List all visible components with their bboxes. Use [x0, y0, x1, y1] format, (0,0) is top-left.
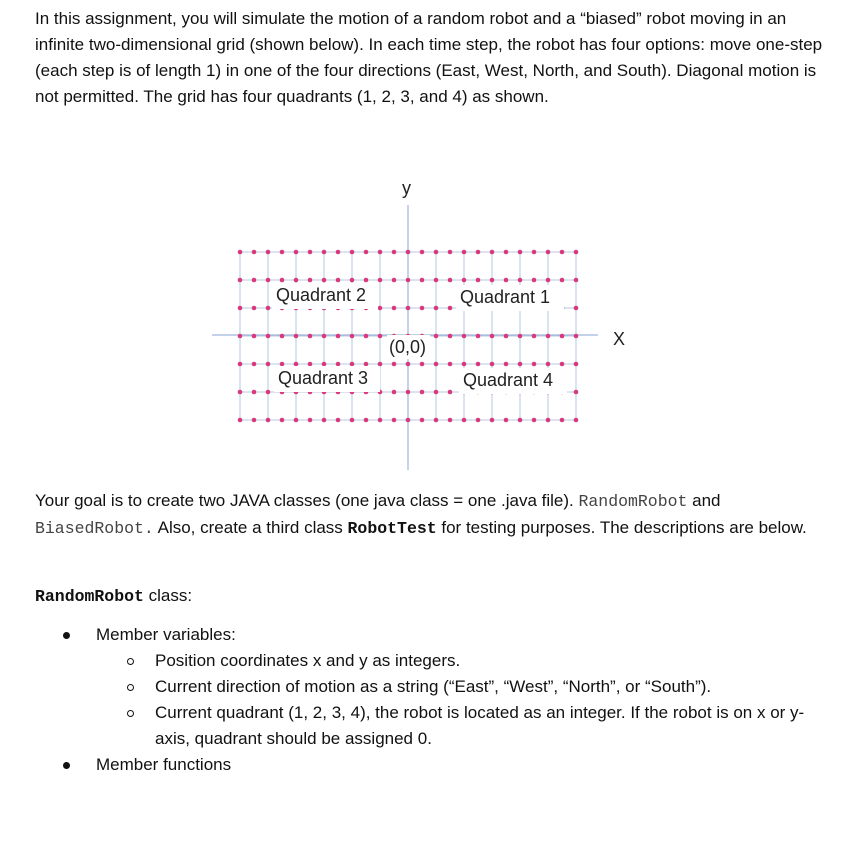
goal-text-3: for testing purposes. The descriptions are below.	[436, 518, 807, 537]
grid-point	[266, 334, 271, 339]
grid-point	[392, 418, 397, 423]
grid-point	[266, 306, 271, 311]
grid-point	[238, 306, 243, 311]
grid-point	[350, 418, 355, 423]
grid-point	[406, 250, 411, 255]
grid-point	[364, 334, 369, 339]
member-functions-label: Member functions	[96, 755, 232, 774]
grid-point	[294, 418, 299, 423]
grid-point	[280, 250, 285, 255]
grid-point	[392, 390, 397, 395]
grid-point	[322, 418, 327, 423]
grid-point	[448, 390, 453, 395]
grid-point	[364, 278, 369, 283]
grid-point	[476, 334, 481, 339]
grid-point	[420, 278, 425, 283]
origin-label: (0,0)	[389, 337, 427, 357]
grid-point	[420, 362, 425, 367]
grid-point	[476, 362, 481, 367]
grid-point	[378, 418, 383, 423]
class-name-randomrobot: RandomRobot	[578, 492, 688, 511]
grid-point	[546, 278, 551, 283]
grid-point	[280, 278, 285, 283]
grid-point	[266, 250, 271, 255]
grid-point	[490, 334, 495, 339]
grid-point	[518, 362, 523, 367]
grid-point	[434, 362, 439, 367]
grid-point	[336, 418, 341, 423]
member-list	[0, 622, 866, 778]
bullet-icon	[63, 762, 70, 769]
grid-point	[574, 306, 579, 311]
grid-point	[378, 278, 383, 283]
grid-point	[476, 418, 481, 423]
grid-point	[532, 278, 537, 283]
grid-point	[504, 362, 509, 367]
grid-point	[308, 362, 313, 367]
x-axis-label: X	[613, 329, 626, 349]
grid-point	[518, 278, 523, 283]
grid-point	[462, 278, 467, 283]
quadrant-1-label: Quadrant 1	[460, 287, 551, 307]
grid-point	[364, 418, 369, 423]
grid-point	[392, 306, 397, 311]
section-suffix: class:	[143, 586, 193, 605]
grid-point	[280, 334, 285, 339]
list-item	[96, 674, 815, 700]
intro-paragraph: In this assignment, you will simulate the motion of a random robot and a “biased” robot moving in an infinite two-dimensional grid (shown below). In each time step, the robot has four options: move one-step (each step is of length 1) in one of the four directions (East, West, North, and South). Diagonal motion is not permitted. The grid has four quadrants (1, 2, 3, and 4) as shown.	[35, 9, 823, 106]
grid-point	[322, 362, 327, 367]
grid-point	[560, 278, 565, 283]
grid-point	[574, 362, 579, 367]
grid-point	[420, 390, 425, 395]
grid-point	[238, 390, 243, 395]
list-item	[96, 648, 815, 674]
grid-point	[448, 418, 453, 423]
grid-point	[490, 250, 495, 255]
grid-point	[504, 418, 509, 423]
variables-sublist	[96, 648, 866, 752]
list-item	[96, 700, 815, 752]
grid-point	[378, 250, 383, 255]
grid-point	[392, 278, 397, 283]
grid-point	[434, 306, 439, 311]
section-heading	[35, 583, 192, 610]
grid-point	[266, 390, 271, 395]
var-direction: Current direction of motion as a string (“East”, “West”, “North”, or “South”).	[155, 677, 712, 696]
grid-point	[308, 278, 313, 283]
grid-point	[490, 278, 495, 283]
grid-point	[462, 334, 467, 339]
grid-point	[490, 418, 495, 423]
grid-point	[378, 362, 383, 367]
class-name-biasedrobot: BiasedRobot.	[35, 519, 154, 538]
grid-point	[490, 362, 495, 367]
grid-point	[434, 278, 439, 283]
grid-point	[574, 390, 579, 395]
grid-point	[406, 306, 411, 311]
grid-point	[294, 250, 299, 255]
grid-point	[252, 278, 257, 283]
grid-point	[406, 362, 411, 367]
grid-point	[252, 250, 257, 255]
grid-point	[406, 390, 411, 395]
member-variables-label: Member variables:	[96, 625, 236, 644]
grid-point	[434, 418, 439, 423]
grid-point	[574, 250, 579, 255]
grid-point	[238, 362, 243, 367]
grid-point	[532, 362, 537, 367]
grid-point	[294, 334, 299, 339]
grid-point	[574, 278, 579, 283]
grid-point	[238, 418, 243, 423]
grid-point	[350, 278, 355, 283]
grid-point	[266, 418, 271, 423]
grid-point	[238, 334, 243, 339]
y-axis-label: y	[402, 178, 411, 198]
grid-point	[252, 362, 257, 367]
grid-point	[434, 334, 439, 339]
grid-point	[308, 418, 313, 423]
grid-point	[532, 250, 537, 255]
grid-point	[546, 334, 551, 339]
grid-point	[252, 334, 257, 339]
quadrant-4-label: Quadrant 4	[463, 370, 554, 390]
grid-point	[532, 334, 537, 339]
grid-point	[378, 334, 383, 339]
list-item-member-functions	[0, 752, 866, 778]
grid-point	[518, 418, 523, 423]
goal-text-and: and	[687, 491, 721, 510]
grid-point	[252, 418, 257, 423]
goal-text-2: Also, create a third class	[153, 518, 348, 537]
grid-point	[420, 306, 425, 311]
circle-bullet-icon	[127, 710, 134, 717]
grid-point	[546, 418, 551, 423]
grid-point	[448, 334, 453, 339]
grid-point	[434, 250, 439, 255]
grid-point	[308, 250, 313, 255]
circle-bullet-icon	[127, 684, 134, 691]
grid-point	[378, 306, 383, 311]
grid-point	[350, 362, 355, 367]
grid-point	[238, 278, 243, 283]
grid-point	[336, 278, 341, 283]
grid-point	[448, 362, 453, 367]
grid-point	[448, 278, 453, 283]
quadrant-3-label: Quadrant 3	[278, 368, 369, 388]
grid-point	[252, 306, 257, 311]
grid-point	[322, 250, 327, 255]
var-position: Position coordinates x and y as integers.	[155, 651, 461, 670]
grid-point	[252, 390, 257, 395]
grid-point	[462, 250, 467, 255]
grid-point	[504, 250, 509, 255]
class-name-robottest: RobotTest	[347, 519, 437, 538]
grid-point	[294, 362, 299, 367]
var-quadrant: Current quadrant (1, 2, 3, 4), the robot is located as an integer. If the robot is on x or y-axis, quadrant should be assigned 0.	[155, 703, 805, 748]
section-class-name: RandomRobot	[35, 587, 144, 606]
grid-point	[238, 250, 243, 255]
grid-point	[574, 334, 579, 339]
goal-text-1: Your goal is to create two JAVA classes (one java class = one .java file).	[35, 491, 579, 510]
grid-point	[518, 334, 523, 339]
grid-point	[392, 362, 397, 367]
grid-point	[280, 362, 285, 367]
grid-point	[322, 334, 327, 339]
grid-point	[322, 278, 327, 283]
grid-point	[546, 250, 551, 255]
goal-paragraph	[35, 488, 825, 542]
grid-point	[560, 334, 565, 339]
grid-point	[294, 278, 299, 283]
grid-point	[280, 418, 285, 423]
grid-point	[350, 334, 355, 339]
grid-point	[476, 278, 481, 283]
grid-point	[504, 278, 509, 283]
bullet-icon	[63, 632, 70, 639]
grid-point	[406, 418, 411, 423]
grid-point	[336, 250, 341, 255]
grid-point	[560, 418, 565, 423]
grid-point	[420, 250, 425, 255]
quadrant-2-label: Quadrant 2	[276, 285, 367, 305]
grid-point	[560, 362, 565, 367]
grid-point	[336, 334, 341, 339]
grid-point	[448, 250, 453, 255]
grid-point	[420, 418, 425, 423]
grid-point	[574, 418, 579, 423]
grid-point	[266, 362, 271, 367]
grid-point	[476, 250, 481, 255]
grid-point	[518, 250, 523, 255]
grid-point	[532, 418, 537, 423]
grid-point	[560, 250, 565, 255]
list-item-member-variables	[0, 622, 866, 752]
circle-bullet-icon	[127, 658, 134, 665]
grid-point	[546, 362, 551, 367]
grid-point	[266, 278, 271, 283]
grid-point	[336, 362, 341, 367]
grid-point	[392, 250, 397, 255]
grid-point	[350, 250, 355, 255]
grid-point	[462, 362, 467, 367]
grid-point	[364, 362, 369, 367]
grid-point	[308, 334, 313, 339]
grid-point	[434, 390, 439, 395]
grid-point	[462, 418, 467, 423]
grid-point	[448, 306, 453, 311]
grid-point	[364, 250, 369, 255]
grid-point	[504, 334, 509, 339]
grid-point	[406, 278, 411, 283]
